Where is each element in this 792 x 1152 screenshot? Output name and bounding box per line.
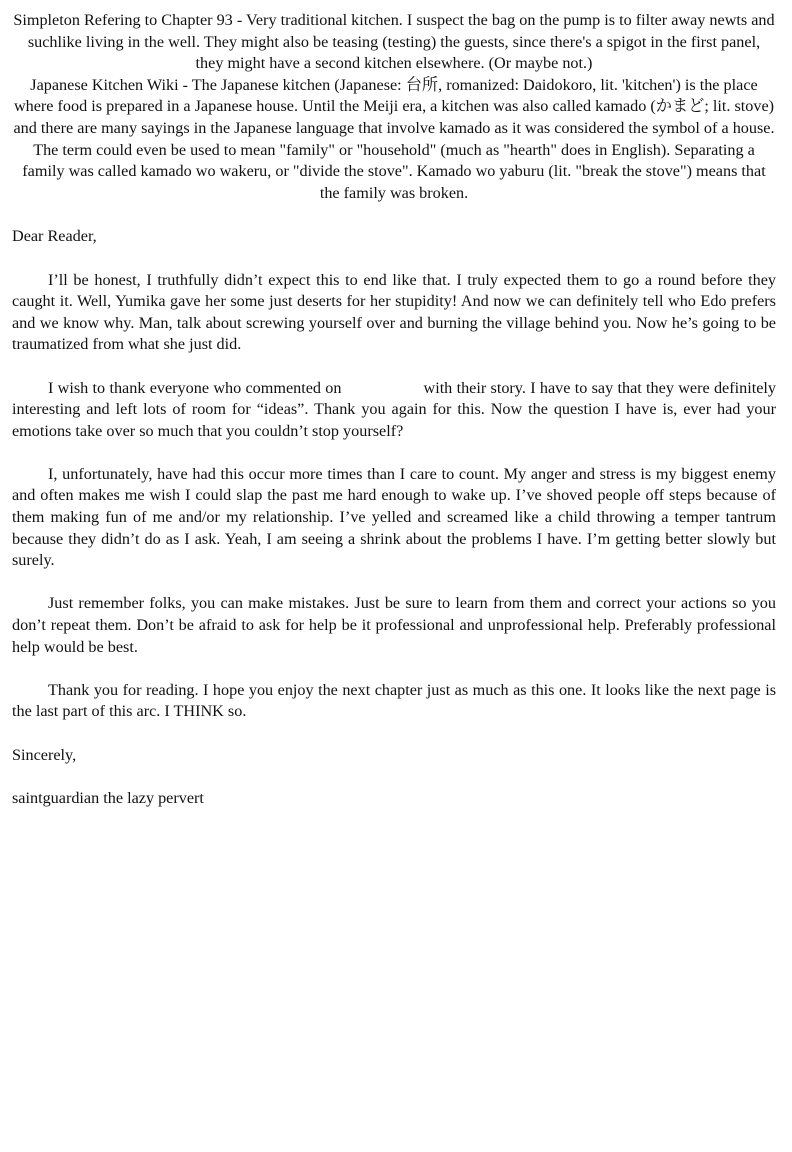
paragraph-text: with their story. I have to say that they were definitely interesting and left lots of room for “ideas”. Thank you again for this. Now the question I have is, ever had your emotions take over so much that you couldn’t stop yourself?: [12, 378, 776, 440]
letter-paragraph: I, unfortunately, have had this occur more times than I care to count. My anger and stress is my biggest enemy and often makes me wish I could slap the past me hard enough to wake up. I’ve shoved people off steps because of them making fun of me and/or my relationship. I’ve yelled and screamed like a child throwing a temper tantrum because they didn’t do as I ask. Yeah, I am seeing a shrink about the problems I have. I’m getting better slowly but surely.: [12, 464, 776, 570]
letter: [12, 226, 776, 809]
letter-greeting: Dear Reader,: [12, 227, 97, 246]
note-text: Very traditional kitchen. I suspect the bag on the pump is to filter away newts and suchlike living in the well. They might also be teasing (testing) the guests, since there's a spigot in the first panel, they might have a second kitchen elsewhere. (Or maybe not.): [27, 11, 775, 73]
letter-paragraph: Just remember folks, you can make mistakes. Just be sure to learn from them and correct your actions so you don’t repeat them. Don’t be afraid to ask for help be it professional and unprofessional help. Preferably professional help would be best.: [12, 594, 776, 656]
letter-paragraph: I’ll be honest, I truthfully didn’t expect this to end like that. I truly expected them to go a round before they caught it. Well, Yumika gave her some just deserts for her stupidity! And now we can definitely tell who Edo prefers and we know why. Man, talk about screwing yourself over and burning the village behind you. Now he’s going to be traumatized from what she just did.: [12, 270, 776, 354]
letter-paragraph: [12, 378, 776, 443]
note-japanese-kitchen: [12, 75, 776, 205]
letter-closing: Sincerely,: [12, 745, 77, 764]
note-separator: -: [178, 75, 192, 94]
note-text: The Japanese kitchen (Japanese: 台所, romanized: Daidokoro, lit. 'kitchen') is the place where food is prepared in a Japanese house. Until the Meiji era, a kitchen was also called kamado (かまど; lit. stove) and there are many sayings in the Japanese language that involve kamado as it was considered the symbol of a house. The term could even be used to mean "family" or "household" (much as "hearth" does in English). Separating a family was called kamado wo wakeru, or "divide the stove". Kamado wo yaburu (lit. "break the stove") means that the family was broken.: [13, 75, 775, 202]
note-chapter-93: [12, 10, 776, 75]
document-page: [12, 10, 776, 831]
note-title: Japanese Kitchen Wiki: [30, 75, 179, 94]
note-separator: -: [232, 11, 246, 29]
letter-signature: saintguardian the lazy pervert: [12, 788, 204, 807]
translation-notes: [12, 10, 776, 204]
letter-paragraph: Thank you for reading. I hope you enjoy the next chapter just as much as this one. It looks like the next page is the last part of this arc. I THINK so.: [12, 680, 776, 721]
paragraph-text: I wish to thank everyone who commented on: [48, 378, 342, 397]
note-title: Simpleton Refering to Chapter 93: [13, 11, 233, 29]
